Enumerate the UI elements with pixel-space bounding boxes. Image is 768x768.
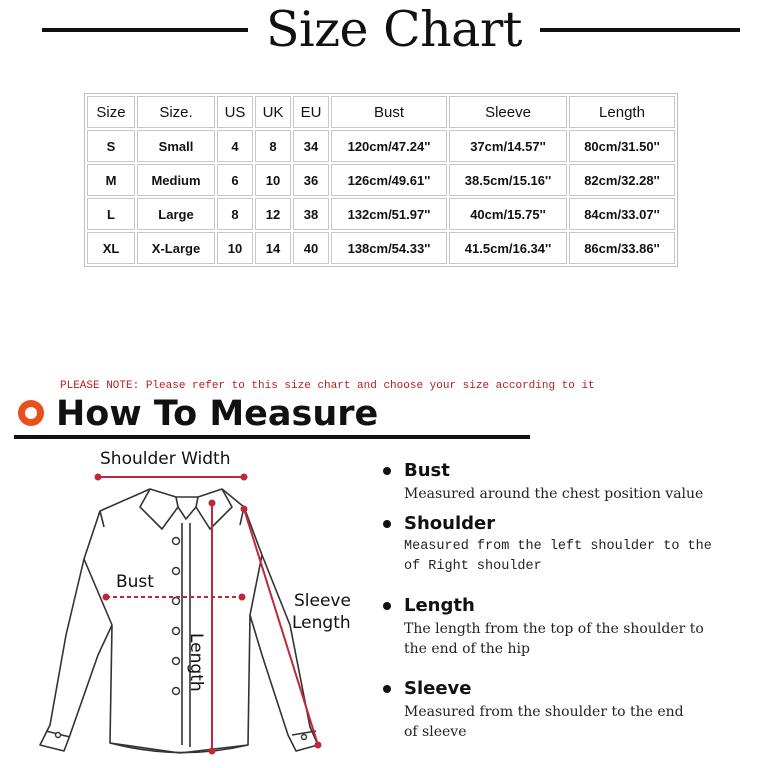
shoulder-text-line2: of Right shoulder xyxy=(404,559,542,574)
table-cell: M xyxy=(87,164,135,196)
table-cell: 41.5cm/16.34'' xyxy=(449,232,567,264)
how-to-measure-underline xyxy=(14,435,530,439)
shoulder-description xyxy=(378,513,758,577)
table-cell: 34 xyxy=(293,130,329,162)
header-size-name: Size. xyxy=(137,96,215,128)
header-eu: EU xyxy=(293,96,329,128)
bust-heading: Bust xyxy=(404,460,450,481)
how-to-measure-title: How To Measure xyxy=(56,394,379,434)
length-label: Length xyxy=(186,633,206,692)
sleeve-description xyxy=(378,678,758,742)
table-cell: X-Large xyxy=(137,232,215,264)
table-cell: 10 xyxy=(255,164,291,196)
table-cell: 40cm/15.75'' xyxy=(449,198,567,230)
table-cell: 4 xyxy=(217,130,253,162)
title-divider-left xyxy=(42,28,248,32)
table-cell: XL xyxy=(87,232,135,264)
header-bust: Bust xyxy=(331,96,447,128)
title-divider-right xyxy=(540,28,740,32)
sleeve-length-label-line2: Length xyxy=(292,613,351,633)
table-cell: 14 xyxy=(255,232,291,264)
header-us: US xyxy=(217,96,253,128)
table-cell: 80cm/31.50'' xyxy=(569,130,675,162)
table-cell: 82cm/32.28'' xyxy=(569,164,675,196)
shoulder-text-line1: Measured from the left shoulder to the xyxy=(404,539,712,554)
bullet-icon xyxy=(383,685,391,693)
table-cell: 126cm/49.61'' xyxy=(331,164,447,196)
header-size: Size xyxy=(87,96,135,128)
table-cell: 120cm/47.24'' xyxy=(331,130,447,162)
table-cell: Small xyxy=(137,130,215,162)
how-to-measure-header xyxy=(14,393,534,441)
table-cell: 138cm/54.33'' xyxy=(331,232,447,264)
table-cell: 36 xyxy=(293,164,329,196)
bullet-icon xyxy=(383,467,391,475)
length-description xyxy=(378,595,758,659)
table-cell: Large xyxy=(137,198,215,230)
table-cell: 10 xyxy=(217,232,253,264)
table-cell: S xyxy=(87,130,135,162)
size-table xyxy=(84,93,678,267)
table-cell: L xyxy=(87,198,135,230)
size-chart-title: Size Chart xyxy=(265,1,522,58)
sleeve-text-line2: of sleeve xyxy=(404,724,467,740)
shoulder-width-label: Shoulder Width xyxy=(100,449,231,469)
bust-description xyxy=(378,460,758,504)
table-cell: 6 xyxy=(217,164,253,196)
table-cell: 38.5cm/15.16'' xyxy=(449,164,567,196)
header-sleeve: Sleeve xyxy=(449,96,567,128)
table-row xyxy=(87,232,675,264)
table-cell: 40 xyxy=(293,232,329,264)
length-text-line1: The length from the top of the shoulder to xyxy=(404,621,704,637)
table-header-row xyxy=(87,96,675,128)
table-cell: 86cm/33.86'' xyxy=(569,232,675,264)
table-row xyxy=(87,130,675,162)
table-cell: 38 xyxy=(293,198,329,230)
bust-label: Bust xyxy=(116,572,154,592)
header-uk: UK xyxy=(255,96,291,128)
sleeve-text-line1: Measured from the shoulder to the end xyxy=(404,704,684,720)
table-row xyxy=(87,198,675,230)
bust-text: Measured around the chest position value xyxy=(404,486,704,502)
header-length: Length xyxy=(569,96,675,128)
table-cell: 84cm/33.07'' xyxy=(569,198,675,230)
shirt-diagram xyxy=(0,445,380,768)
sleeve-length-label-line1: Sleeve xyxy=(294,591,351,611)
table-cell: 8 xyxy=(255,130,291,162)
sleeve-heading: Sleeve xyxy=(404,678,472,699)
bullet-icon xyxy=(383,602,391,610)
circle-icon xyxy=(18,400,44,426)
size-chart-header xyxy=(0,0,768,62)
shoulder-heading: Shoulder xyxy=(404,513,496,534)
size-note: PLEASE NOTE: Please refer to this size chart and choose your size according to it xyxy=(60,380,595,392)
length-text-line2: the end of the hip xyxy=(404,641,530,657)
table-cell: 12 xyxy=(255,198,291,230)
bullet-icon xyxy=(383,520,391,528)
table-cell: 132cm/51.97'' xyxy=(331,198,447,230)
table-cell: 8 xyxy=(217,198,253,230)
table-row xyxy=(87,164,675,196)
length-heading: Length xyxy=(404,595,475,616)
table-cell: 37cm/14.57'' xyxy=(449,130,567,162)
table-cell: Medium xyxy=(137,164,215,196)
